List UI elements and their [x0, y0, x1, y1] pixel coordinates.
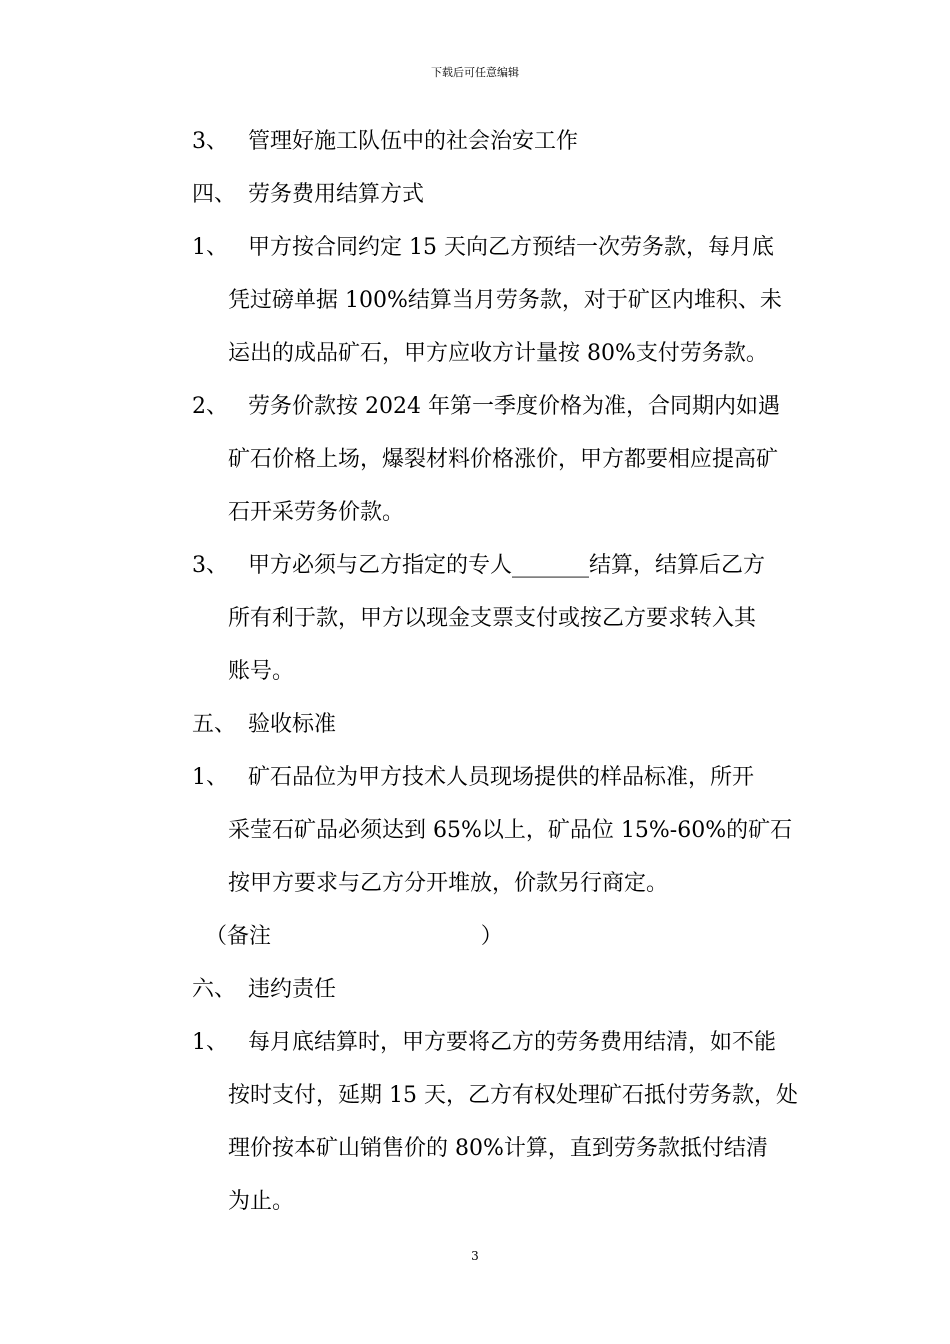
item-continuation: 为止。 — [228, 1189, 295, 1214]
page-header: 下载后可任意编辑 — [431, 66, 519, 79]
section-number: 四、 — [192, 182, 237, 207]
page-number: 3 — [471, 1249, 479, 1263]
item-continuation: 按时支付，延期 15 天，乙方有权处理矿石抵付劳务款，处 — [228, 1083, 798, 1108]
item-continuation: 石开采劳务价款。 — [228, 500, 405, 525]
item-number: 3、 — [192, 553, 228, 578]
item-continuation: 运出的成品矿石，甲方应收方计量按 80%支付劳务款。 — [228, 341, 768, 366]
item-number: 1、 — [192, 765, 228, 790]
item-continuation: 矿石价格上场，爆裂材料价格涨价，甲方都要相应提高矿 — [228, 447, 779, 472]
item-text: 每月底结算时，甲方要将乙方的劳务费用结清，如不能 — [248, 1030, 777, 1055]
item-number: 1、 — [192, 235, 228, 260]
item-continuation: 所有利于款，甲方以现金支票支付或按乙方要求转入其 — [228, 606, 757, 631]
item-continuation: 理价按本矿山销售价的 80%计算，直到劳务款抵付结清 — [228, 1136, 768, 1161]
section-number: 六、 — [192, 977, 237, 1002]
item-continuation: 账号。 — [228, 659, 295, 684]
item-continuation: 凭过磅单据 100%结算当月劳务款，对于矿区内堆积、未 — [228, 288, 782, 313]
item-text: 矿石品位为甲方技术人员现场提供的样品标准，所开 — [248, 765, 755, 790]
item-continuation: 按甲方要求与乙方分开堆放，价款另行商定。 — [228, 871, 669, 896]
item-text: 甲方按合同约定 15 天向乙方预结一次劳务款，每月底 — [248, 235, 774, 260]
section-title: 违约责任 — [248, 977, 337, 1002]
section-number: 五、 — [192, 712, 237, 737]
item-number: 1、 — [192, 1030, 228, 1055]
item-number: 2、 — [192, 394, 228, 419]
note-line: （备注 ） — [205, 924, 503, 949]
item-text: 甲方必须与乙方指定的专人_______结算，结算后乙方 — [248, 553, 766, 578]
item-continuation: 采莹石矿品必须达到 65%以上，矿品位 15%-60%的矿石 — [228, 818, 793, 843]
section-title: 劳务费用结算方式 — [248, 182, 425, 207]
item-text: 管理好施工队伍中的社会治安工作 — [248, 129, 579, 154]
section-title: 验收标准 — [248, 712, 337, 737]
item-number: 3、 — [192, 129, 228, 154]
item-text: 劳务价款按 2024 年第一季度价格为准，合同期内如遇 — [248, 394, 780, 419]
